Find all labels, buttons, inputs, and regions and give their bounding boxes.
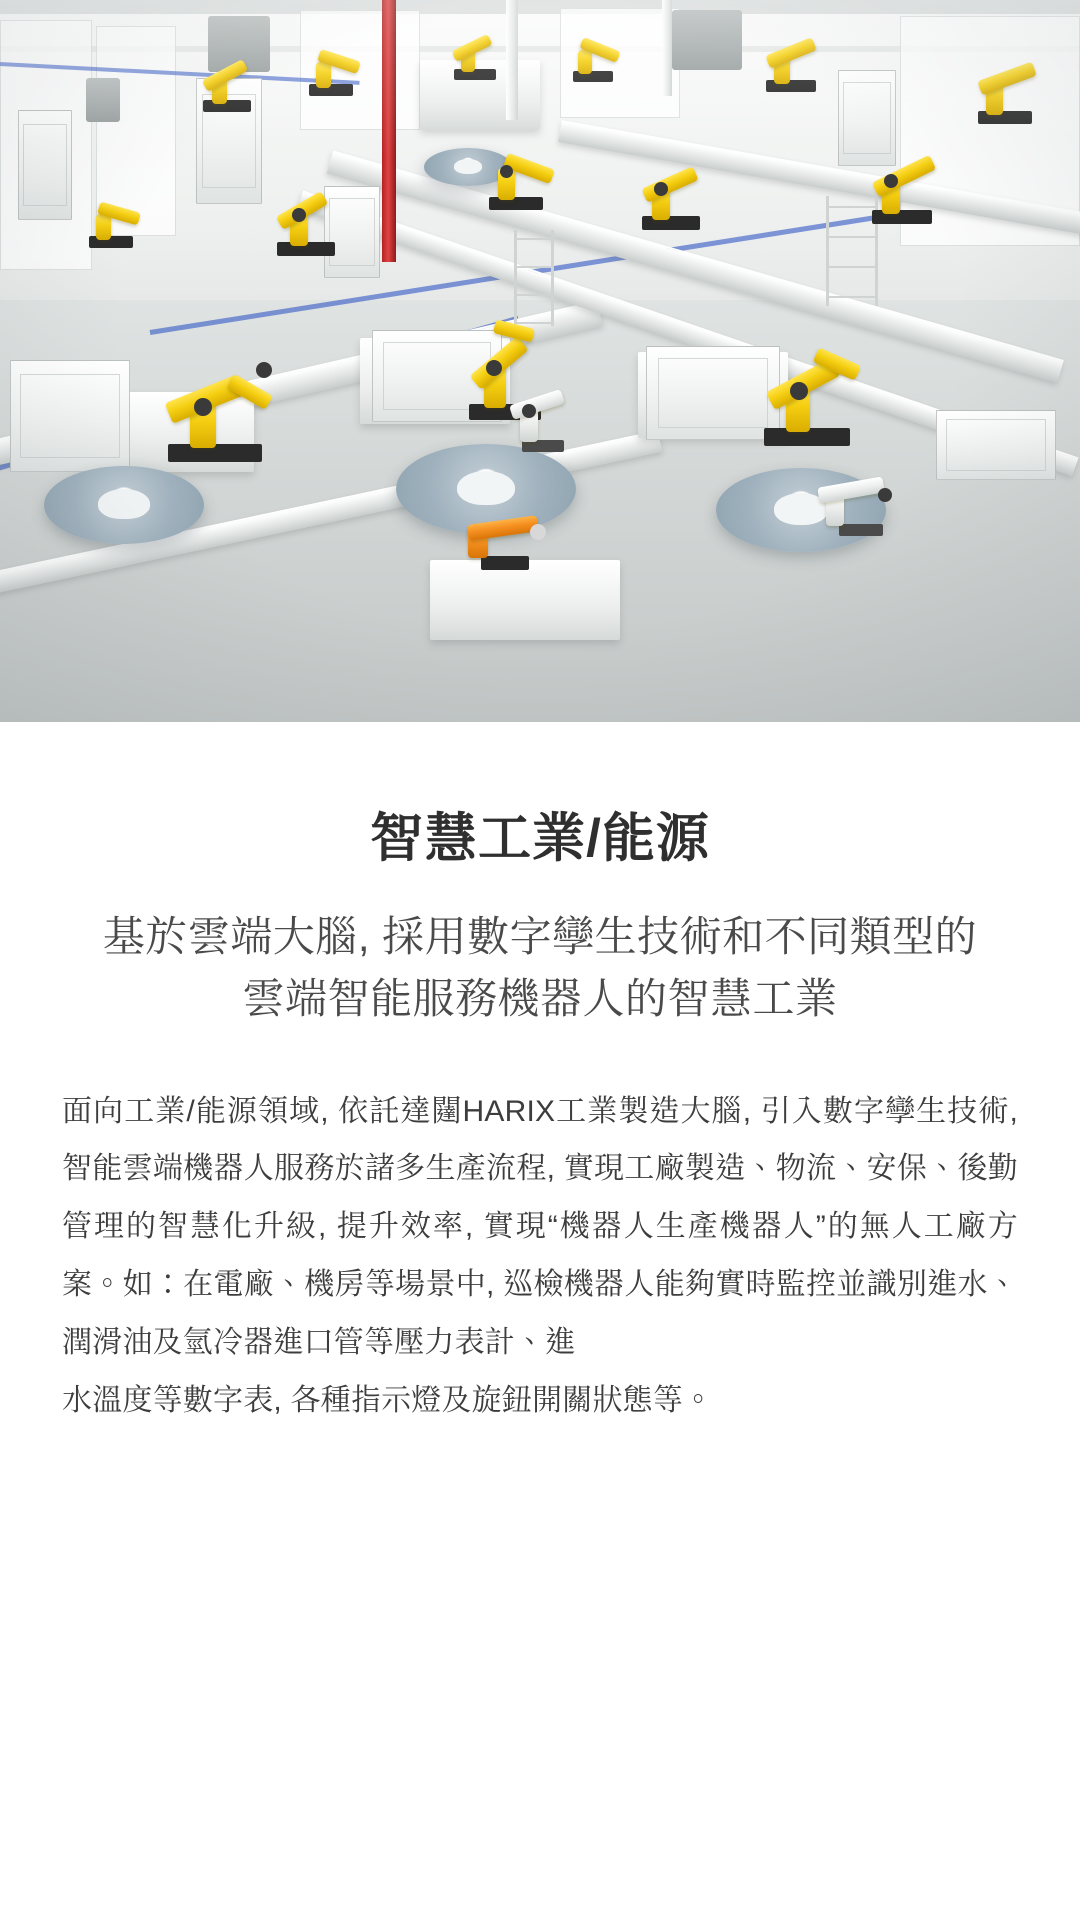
robot-arm — [150, 352, 280, 462]
robot-segment — [817, 476, 885, 503]
robot-joint — [194, 398, 212, 416]
article-body-last-line: 水溫度等數字表, 各種指示燈及旋鈕開關狀態等。 — [62, 1384, 714, 1418]
article-content — [0, 722, 1080, 1500]
robot-arm-white — [500, 376, 586, 452]
robot-joint — [486, 360, 502, 376]
robot-base — [168, 444, 262, 462]
support-pillar — [662, 0, 672, 96]
robot-arm — [742, 330, 872, 446]
parts-crate — [936, 410, 1056, 480]
robot-base — [872, 210, 932, 224]
factory-scene — [0, 0, 1080, 722]
robot-segment — [96, 214, 111, 240]
robot-gripper — [256, 362, 272, 378]
parts-crate — [18, 110, 72, 220]
article-subheading: 基於雲端大腦, 採用數字孿生技術和不同類型的雲端智能服務機器人的智慧工業 — [102, 913, 978, 1023]
robot-base — [839, 524, 883, 536]
hero-image — [0, 0, 1080, 722]
robot-segment — [765, 37, 817, 69]
robot-joint — [522, 404, 536, 418]
robot-arm — [442, 18, 508, 80]
parts-crate — [10, 360, 130, 472]
robot-joint — [884, 174, 898, 188]
robot-joint — [530, 524, 546, 540]
robot-segment — [227, 374, 273, 410]
robot-joint — [878, 488, 892, 502]
robot-joint — [790, 382, 808, 400]
robot-arm — [76, 180, 146, 248]
article-body-paragraph: 面向工業/能源領域, 依託達闥HARIX工業製造大腦, 引入數字孿生技術, 智能雲端機器人服務於諸多生產流程, 實現工廠製造、物流、安保、後勤管理的智慧化升級, 提升效率, 實現“機器人生產機器人”的無人工廠方案。如：在電廠、機房等場景中, 巡檢機器人能夠實時監控並識別進水、潤滑油及氫冷器進口管等壓力表計、進 — [62, 1094, 1018, 1360]
robot-arm — [962, 40, 1048, 124]
robot-segment — [316, 62, 331, 88]
robot-arm — [854, 132, 950, 224]
robot-arm — [560, 22, 626, 82]
robot-joint — [292, 208, 306, 222]
robot-base — [642, 216, 700, 230]
robot-segment — [467, 515, 539, 541]
ceiling-beam — [0, 0, 1080, 14]
robot-segment — [578, 50, 592, 74]
robot-arm-white — [806, 452, 916, 536]
page-title: 智慧工業/能源 — [370, 809, 710, 868]
robot-joint — [654, 182, 668, 196]
robot-segment — [977, 62, 1037, 96]
robot-joint — [500, 165, 513, 178]
robot-base — [481, 556, 529, 570]
support-pillar-red — [382, 0, 396, 262]
robot-base — [489, 197, 543, 210]
turntable-disc — [44, 466, 204, 544]
robot-arm — [296, 30, 366, 96]
robot-arm — [752, 18, 830, 92]
robot-arm — [190, 42, 264, 112]
robot-base — [454, 69, 496, 80]
robot-arm — [474, 132, 558, 210]
robot-segment — [872, 155, 937, 197]
work-table — [430, 560, 620, 640]
robot-base — [203, 100, 251, 112]
robot-segment — [641, 166, 698, 202]
robot-arm — [626, 148, 716, 230]
robot-arm — [264, 176, 348, 256]
machine-cabinet — [672, 10, 742, 70]
machine-cabinet — [86, 78, 120, 122]
robot-arm-orange — [450, 490, 560, 570]
